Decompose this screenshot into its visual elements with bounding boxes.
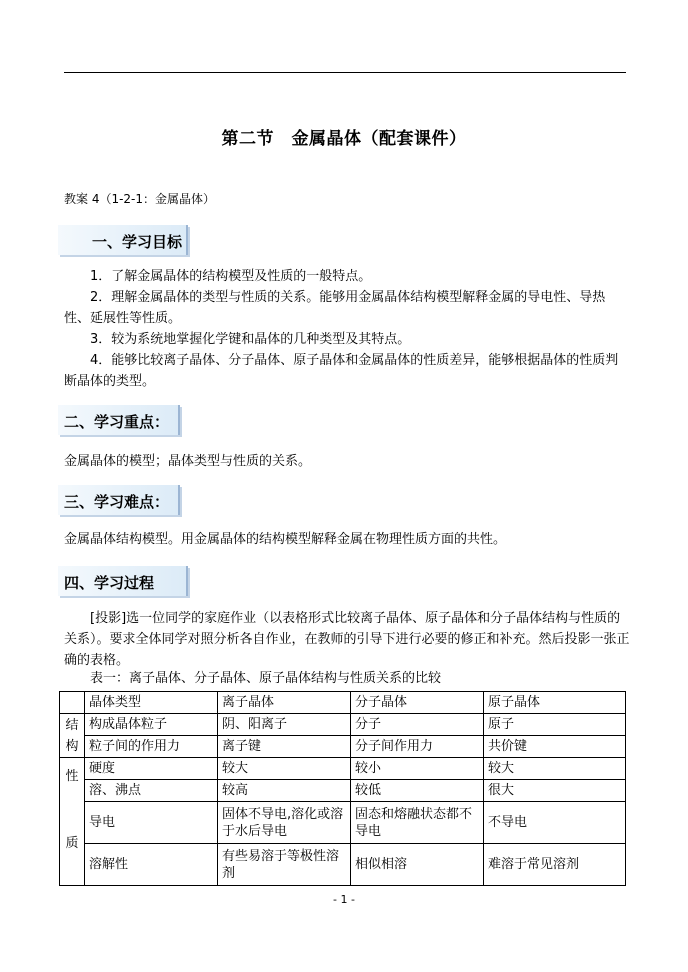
page-title: 第二节 金属晶体（配套课件） [221, 129, 467, 149]
table-cell: 相似相溶 [351, 844, 484, 886]
table-cell: 硬度 [85, 758, 218, 780]
section-heading-text: 一、学习目标 [92, 233, 183, 251]
goals-list [64, 266, 630, 392]
table-row [60, 758, 626, 780]
table-row [60, 802, 626, 844]
table-cell: 不导电 [484, 802, 626, 844]
table-row [60, 736, 626, 758]
table-cell: 溶、沸点 [85, 780, 218, 802]
table-group-structure: 结 构 [60, 714, 85, 758]
table-cell: 分子间作用力 [351, 736, 484, 758]
difficult-points-text: 金属晶体结构模型。用金属晶体的结构模型解释金属在物理性质方面的共性。 [64, 532, 507, 547]
table-corner-cell [60, 692, 85, 714]
table-cell: 阴、阳离子 [218, 714, 351, 736]
section-heading-text: 四、学习过程 [64, 574, 155, 592]
table-cell: 有些易溶于等极性溶剂 [218, 844, 351, 886]
process-text: [投影]选一位同学的家庭作业（以表格形式比较离子晶体、原子晶体和分子晶体结构与性质的关系）。要求全体同学对照分析各自作业，在教师的引导下进行必要的修正和补充。然后投影一张正确的表格。 [64, 611, 630, 668]
table-caption: 表一：离子晶体、分子晶体、原子晶体结构与性质关系的比较 [90, 671, 442, 686]
table-header-cell: 晶体类型 [85, 692, 218, 714]
table-header-row [60, 692, 626, 714]
table-cell: 溶解性 [85, 844, 218, 886]
goal-item: 4．能够比较离子晶体、分子晶体、原子晶体和金属晶体的性质差异，能够根据晶体的性质判断晶体的类型。 [64, 353, 619, 389]
table-header-cell: 分子晶体 [351, 692, 484, 714]
goal-item: 3．较为系统地掌握化学键和晶体的几种类型及其特点。 [90, 332, 411, 347]
lesson-code: 教案 4（1-2-1：金属晶体） [64, 192, 216, 206]
table-cell: 粒子间的作用力 [85, 736, 218, 758]
table-cell: 较大 [484, 758, 626, 780]
goal-item: 2．理解金属晶体的类型与性质的关系。能够用金属晶体结构模型解释金属的导电性、导热性、延展性等性质。 [64, 290, 606, 326]
table-cell: 共价键 [484, 736, 626, 758]
comparison-table [59, 691, 626, 886]
table-cell: 构成晶体粒子 [85, 714, 218, 736]
table-group-property: 性 质 [60, 758, 85, 886]
goal-item: 1．了解金属晶体的结构模型及性质的一般特点。 [90, 269, 372, 284]
table-header-cell: 原子晶体 [484, 692, 626, 714]
section-heading-text: 三、学习难点： [64, 493, 170, 511]
table-cell: 难溶于常见溶剂 [484, 844, 626, 886]
table-cell: 分子 [351, 714, 484, 736]
table-cell: 较小 [351, 758, 484, 780]
table-row [60, 844, 626, 886]
table-cell: 导电 [85, 802, 218, 844]
key-points-text: 金属晶体的模型；晶体类型与性质的关系。 [64, 454, 312, 469]
page-number: - 1 - [333, 893, 355, 906]
table-cell: 原子 [484, 714, 626, 736]
section-heading-text: 二、学习重点： [64, 413, 170, 431]
table-cell: 很大 [484, 780, 626, 802]
table-cell: 离子键 [218, 736, 351, 758]
table-cell: 较低 [351, 780, 484, 802]
table-cell: 固体不导电,溶化或溶于水后导电 [218, 802, 351, 844]
table-row [60, 714, 626, 736]
header-rule [64, 72, 626, 73]
table-row [60, 780, 626, 802]
table-cell: 较高 [218, 780, 351, 802]
table-cell: 较大 [218, 758, 351, 780]
table-cell: 固态和熔融状态都不导电 [351, 802, 484, 844]
table-header-cell: 离子晶体 [218, 692, 351, 714]
